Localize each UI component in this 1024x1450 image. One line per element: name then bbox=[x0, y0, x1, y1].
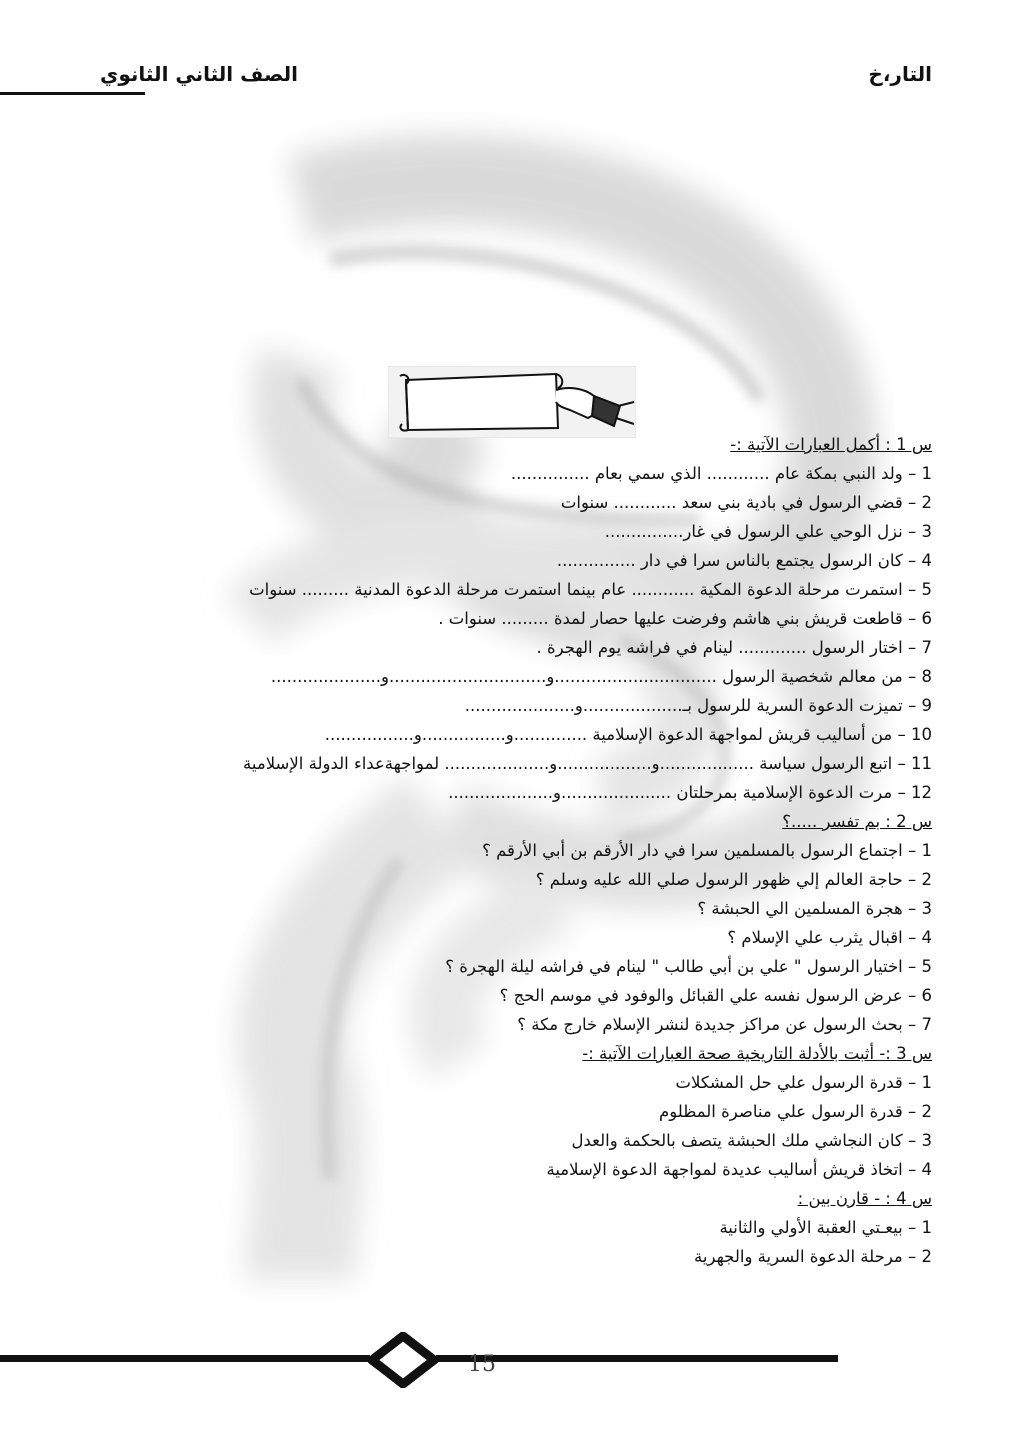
question-3-item: 3 – كان النجاشي ملك الحبشة يتصف بالحكمة والعدل bbox=[571, 1131, 932, 1150]
question-1-item: 5 – استمرت مرحلة الدعوة المكية ............ عام بينما استمرت مرحلة الدعوة المدنية ......... سنوات bbox=[249, 580, 932, 599]
question-3-item: 2 – قدرة الرسول علي مناصرة المظلوم bbox=[659, 1102, 932, 1121]
question-3-item: 4 – اتخاذ قريش أساليب عديدة لمواجهة الدعوة الإسلامية bbox=[546, 1160, 932, 1179]
worksheet-content bbox=[60, 430, 932, 1271]
grade-title: الصف الثاني الثانوي bbox=[100, 62, 299, 86]
question-1-item: 9 – تميزت الدعوة السرية للرسول بـ...................و..................... bbox=[464, 696, 932, 715]
question-1-item: 4 – كان الرسول يجتمع بالناس سرا في دار ............... bbox=[556, 551, 932, 570]
question-2-item: 4 – اقبال يثرب علي الإسلام ؟ bbox=[727, 928, 932, 947]
question-4-title: س 4 : - قارن بين : bbox=[797, 1189, 932, 1208]
question-4-item: 1 – بيعـتي العقبة الأولي والثانية bbox=[719, 1218, 932, 1237]
question-1-item: 2 – قضي الرسول في بادية بني سعد ............ سنوات bbox=[560, 493, 932, 512]
page-number: 15 bbox=[468, 1352, 496, 1377]
question-1-item: 6 – قاطعت قريش بني هاشم وفرضت عليها حصار لمدة ......... سنوات . bbox=[438, 609, 932, 628]
question-2-item: 6 – عرض الرسول نفسه علي القبائل والوفود في موسم الحج ؟ bbox=[499, 986, 932, 1005]
question-1-item: 12 – مرت الدعوة الإسلامية بمرحلتان .....................و.................... bbox=[448, 783, 932, 802]
question-1-item: 1 – ولد النبي بمكة عام ............ الذي سمي بعام ............... bbox=[510, 464, 932, 483]
question-1-title: س 1 : أكمل العبارات الآتية :- bbox=[730, 435, 932, 454]
question-2-item: 5 – اختيار الرسول " علي بن أبي طالب " لينام في فراشه ليلة الهجرة ؟ bbox=[445, 957, 932, 976]
question-3-item: 1 – قدرة الرسول علي حل المشكلات bbox=[675, 1073, 932, 1092]
question-3-title: س 3 :- أثبت بالأدلة التاريخية صحة العبارات الآتية :- bbox=[582, 1044, 932, 1063]
question-1-item: 11 – اتبع الرسول سياسة ..................و..................و.................... لمواجهةعداء الدولة الإسلامية bbox=[243, 754, 932, 773]
question-1-item: 7 – اختار الرسول ............. لينام في فراشه يوم الهجرة . bbox=[536, 638, 932, 657]
footer-diamond-ornament bbox=[368, 1332, 438, 1388]
question-2-item: 2 – حاجة العالم إلي ظهور الرسول صلي الله عليه وسلم ؟ bbox=[535, 870, 932, 889]
question-2-item: 7 – بحث الرسول عن مراكز جديدة لنشر الإسلام خارج مكة ؟ bbox=[517, 1015, 932, 1034]
question-1-item: 10 – من أساليب قريش لمواجهة الدعوة الإسلامية ..............و................و................. bbox=[324, 725, 932, 744]
question-2-item: 3 – هجرة المسلمين الي الحبشة ؟ bbox=[697, 899, 932, 918]
hand-holding-sign-illustration bbox=[388, 366, 636, 438]
question-1-item: 8 – من معالم شخصية الرسول ...............................و..............................و..................... bbox=[270, 667, 932, 686]
subject-title: التار،خ bbox=[868, 62, 932, 86]
header-underline bbox=[0, 92, 145, 95]
question-1-item: 3 – نزل الوحي علي الرسول في غار............... bbox=[604, 522, 932, 541]
footer-rule-left bbox=[0, 1355, 370, 1362]
question-4-item: 2 – مرحلة الدعوة السرية والجهرية bbox=[694, 1247, 932, 1266]
question-2-title: س 2 : بم تفسر .....؟ bbox=[782, 812, 932, 831]
question-2-item: 1 – اجتماع الرسول بالمسلمين سرا في دار الأرقم بن أبي الأرقم ؟ bbox=[482, 841, 932, 860]
